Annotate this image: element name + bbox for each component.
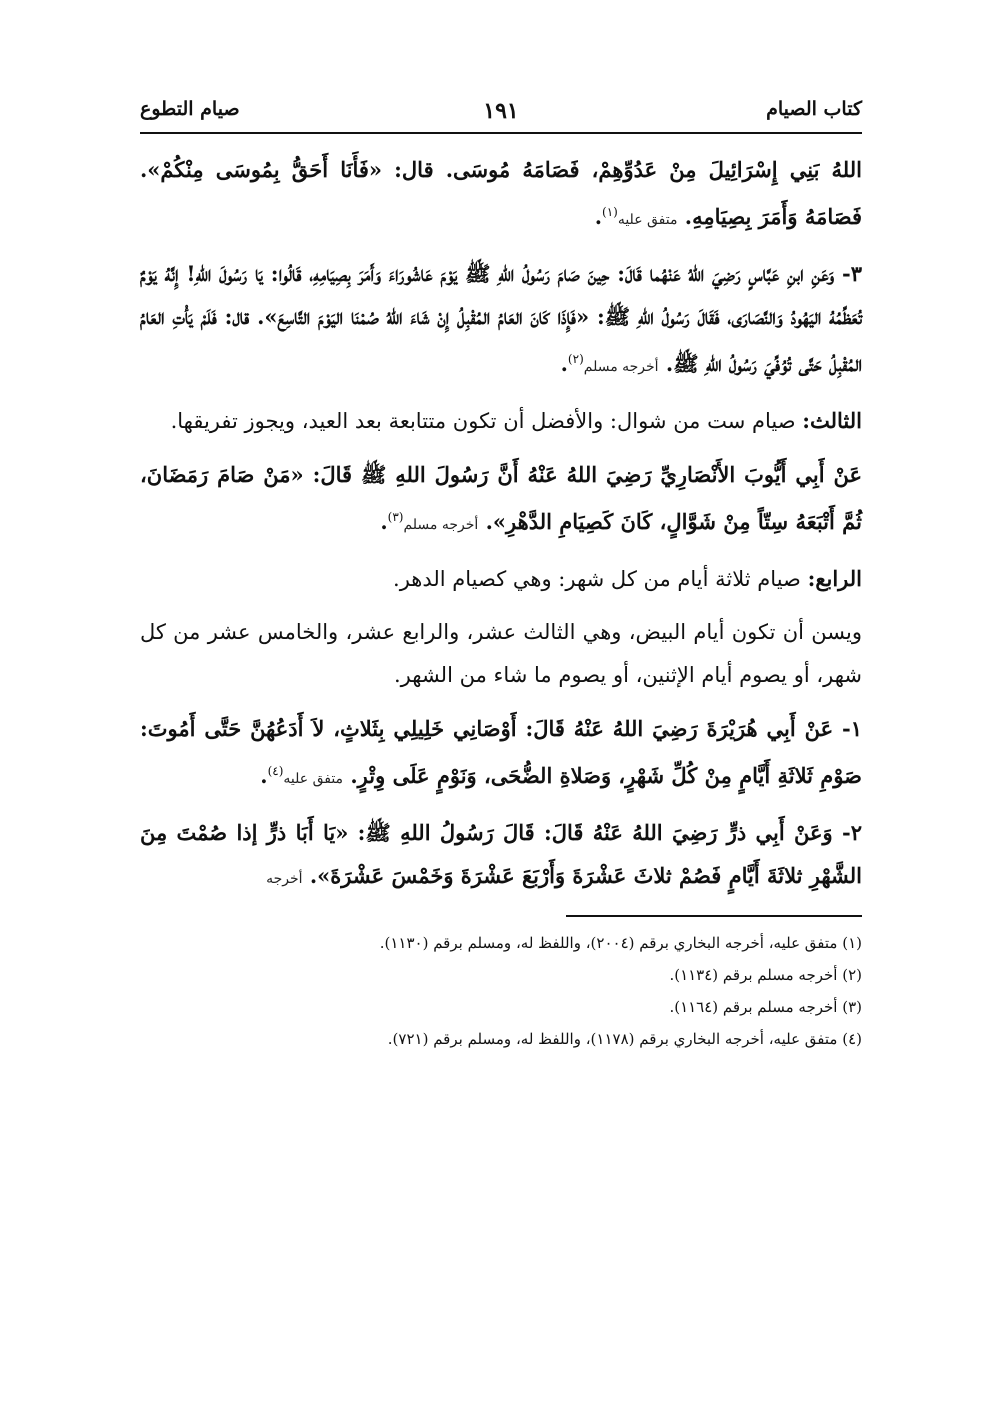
footnote-1: (١) متفق عليه، أخرجه البخاري برقم (٢٠٠٤)، واللفظ له، ومسلم برقم (١١٣٠).: [379, 934, 862, 952]
explanation-text: ويسن أن تكون أيام البيض، وهي الثالث عشر، والرابع عشر، والخامس عشر من كل شهر، أو يصوم أيام الإثنين، أو يصوم ما شاء من الشهر.: [140, 620, 862, 687]
footnote-4: (٤) متفق عليه، أخرجه البخاري برقم (١١٧٨)، واللفظ له، ومسلم برقم (٧٢١).: [387, 1030, 862, 1048]
section-text: صيام ست من شوال: والأفضل أن تكون متتابعة بعد العيد، ويجوز تفريقها.: [170, 409, 796, 433]
footnote-2: (٢) أخرجه مسلم برقم (١١٣٤).: [669, 966, 862, 984]
hadith-text: اللهُ بَنِي إِسْرَائِيلَ مِنْ عَدُوِّهِمْ، فَصَامَهُ مُوسَى. قال: «فَأَنَا أَحَقُّ بِمُوسَى مِنْكُمْ». فَصَامَهُ وَأَمَرَ بِصِيَامِهِ.: [140, 157, 862, 229]
footnote-3: (٣) أخرجه مسلم برقم (١١٦٤).: [669, 998, 862, 1016]
page-body: [140, 148, 862, 901]
section-label: الثالث:: [802, 408, 862, 433]
hadith-source: أخرجه: [266, 871, 303, 887]
footnote-divider: [566, 915, 862, 917]
footnote-ref[interactable]: (٢): [567, 352, 584, 366]
footnote-ref[interactable]: (١): [602, 205, 618, 219]
hadith-text: عَنْ أَبِي أَيُّوبَ الأَنْصَارِيِّ رَضِيَ اللهُ عَنْهُ أَنَّ رَسُولَ اللهِ ﷺ قَالَ: «مَنْ صَامَ رَمَضَانَ، ثُمَّ أَتْبَعَهُ سِتّاً مِنْ شَوَّالٍ، كَانَ كَصِيَامِ الدَّهْرِ».: [140, 462, 862, 534]
hadith-source: أخرجه مسلم: [403, 517, 479, 533]
footnote-ref[interactable]: (٣): [387, 510, 404, 524]
book-title: كتاب الصيام: [766, 98, 862, 120]
hadith-paragraph-4: ١- عَنْ أَبِي هُرَيْرَةَ رَضِيَ اللهُ عَنْهُ قَالَ: أَوْصَانِي خَلِيلِي بِثَلاثٍ، لاَ أَدَعُهُنَّ حَتَّى أَمُوتَ: صَوْمِ ثَلاثَةِ أَيَّامٍ مِنْ كُلِّ شَهْرٍ، وَصَلاةِ الضُّحَى، وَنَوْمٍ عَلَى وِتْرٍ. متفق عليه$^{(٤)}$.: [140, 716, 862, 788]
hadith-text: ٢- وَعَنْ أَبِي ذرٍّ رَضِيَ اللهُ عَنْهُ قَالَ: قَالَ رَسُولُ اللهِ ﷺ: «يَا أَبَا ذرٍّ إذا صُمْتَ مِنَ الشَّهْرِ ثلاثَةَ أَيَّامٍ فَصُمْ ثلاثَ عَشْرَةَ وَأَرْبَعَ عَشْرَةَ وَخَمْسَ عَشْرَةَ».: [140, 820, 862, 888]
page-number: ١٩١: [483, 98, 519, 124]
footnotes: [140, 927, 862, 1055]
hadith-source: متفق عليه: [617, 212, 678, 228]
page-header: [140, 92, 862, 134]
chapter-title: صيام التطوع: [140, 98, 240, 120]
hadith-text: ١- عَنْ أَبِي هُرَيْرَةَ رَضِيَ اللهُ عَنْهُ قَالَ: أَوْصَانِي خَلِيلِي بِثَلاثٍ، لاَ أَدَعُهُنَّ حَتَّى أَمُوتَ: صَوْمِ ثَلاثَةِ أَيَّامٍ مِنْ كُلِّ شَهْرٍ، وَصَلاةِ الضُّحَى، وَنَوْمٍ عَلَى وِتْرٍ.: [140, 716, 862, 788]
hadith-paragraph-2: ٣- وَعَنِ ابنِ عَبَّاسٍ رَضِيَ اللهُ عَنْهُما قَالَ: حِينَ صَامَ رَسُولُ اللهِ ﷺ يَوْمَ عَاشُورَاءَ وَأَمَرَ بِصِيَامِهِ، قَالُوا: يَا رَسُولَ اللهِ! إِنَّهُ يَوْمٌ تُعَظِّمُهُ اليَهُودُ وَالنَّصَارَى، فَقَالَ رَسُولُ اللهِ ﷺ: «فَإِذَا كَانَ العَامُ المُقْبِلُ إِنْ شَاءَ اللهُ صُمْنَا اليَوْمَ التَّاسِعَ». قال: فَلَمْ يَأْتِ العَامُ المُقْبِلُ حَتَّى تُوُفِّيَ رَسُولُ اللهِ ﷺ. أخرجه مسلم$^{(٢)}$.: [140, 261, 862, 376]
footnote-ref[interactable]: (٤): [267, 764, 284, 778]
section-third: [140, 399, 862, 443]
section-label: الرابع:: [807, 566, 862, 591]
hadith-source: متفق عليه: [283, 771, 344, 787]
hadith-paragraph-3: عَنْ أَبِي أَيُّوبَ الأَنْصَارِيِّ رَضِيَ اللهُ عَنْهُ أَنَّ رَسُولَ اللهِ ﷺ قَالَ: «مَنْ صَامَ رَمَضَانَ، ثُمَّ أَتْبَعَهُ سِتّاً مِنْ شَوَّالٍ، كَانَ كَصِيَامِ الدَّهْرِ». أخرجه مسلم$^{(٣)}$.: [140, 462, 862, 534]
explanation-paragraph: [140, 611, 862, 697]
section-fourth: [140, 557, 862, 601]
section-text: صيام ثلاثة أيام من كل شهر: وهي كصيام الدهر.: [393, 567, 801, 591]
hadith-paragraph-5: [140, 811, 862, 901]
book-page: [140, 92, 862, 1055]
hadith-source: أخرجه مسلم: [583, 359, 659, 375]
hadith-text: ٣- وَعَنِ ابنِ عَبَّاسٍ رَضِيَ اللهُ عَنْهُما قَالَ: حِينَ صَامَ رَسُولُ اللهِ ﷺ يَوْمَ عَاشُورَاءَ وَأَمَرَ بِصِيَامِهِ، قَالُوا: يَا رَسُولَ اللهِ! إِنَّهُ يَوْمٌ تُعَظِّمُهُ اليَهُودُ وَالنَّصَارَى، فَقَالَ رَسُولُ اللهِ ﷺ: «فَإِذَا كَانَ العَامُ المُقْبِلُ إِنْ شَاءَ اللهُ صُمْنَا اليَوْمَ التَّاسِعَ». قال: فَلَمْ يَأْتِ العَامُ المُقْبِلُ حَتَّى تُوُفِّيَ رَسُولُ اللهِ ﷺ.: [140, 261, 862, 376]
hadith-paragraph-1: اللهُ بَنِي إِسْرَائِيلَ مِنْ عَدُوِّهِمْ، فَصَامَهُ مُوسَى. قال: «فَأَنَا أَحَقُّ بِمُوسَى مِنْكُمْ». فَصَامَهُ وَأَمَرَ بِصِيَامِهِ. متفق عليه$^{(١)}$.: [140, 157, 862, 229]
